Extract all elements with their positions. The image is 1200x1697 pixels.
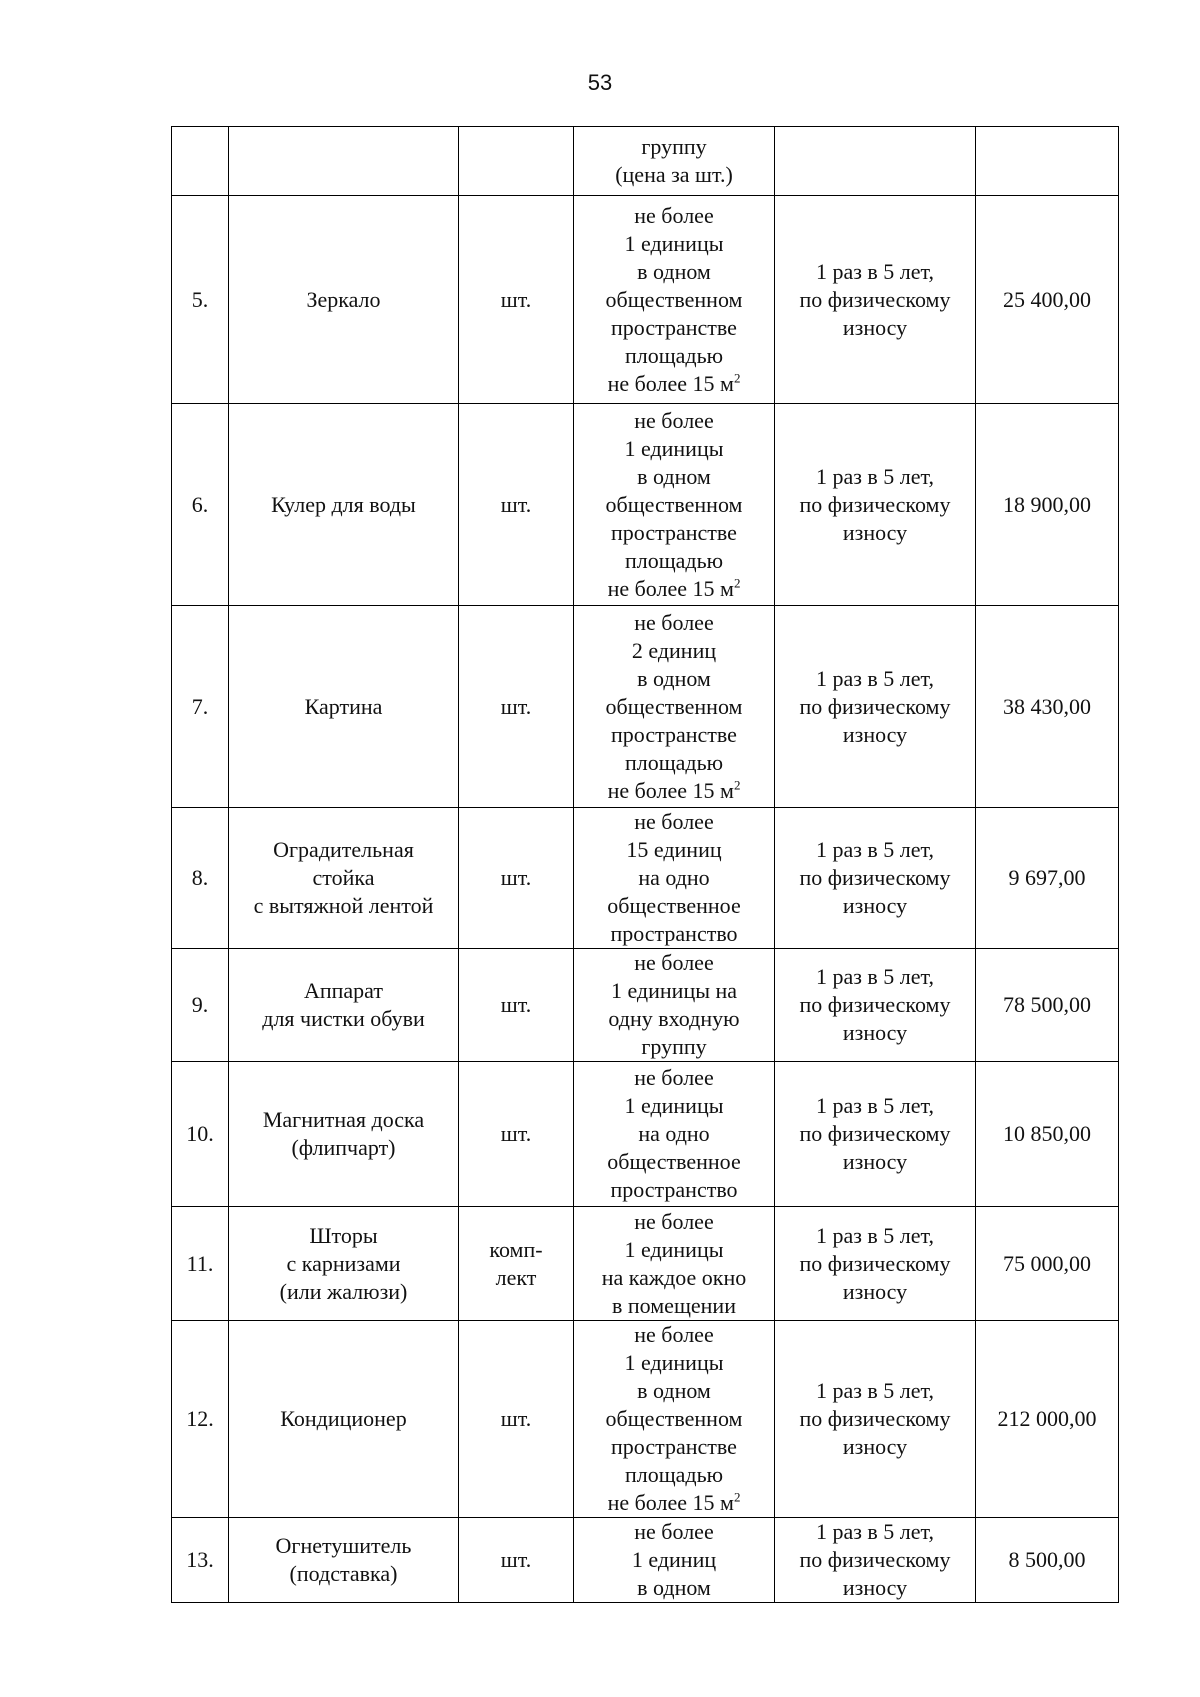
cell-num: 11. [172,1207,229,1321]
cell-price [976,127,1119,196]
cell-name: Аппарат для чистки обуви [229,949,459,1062]
cell-num: 5. [172,196,229,404]
cell-name: Огнетушитель (подставка) [229,1518,459,1603]
cell-unit: шт. [459,1321,574,1518]
cell-unit: шт. [459,196,574,404]
cell-norm [574,1321,775,1518]
cell-name: Оградительная стойка с вытяжной лентой [229,808,459,949]
table-row [172,1062,1119,1207]
cell-norm: группу (цена за шт.) [574,127,775,196]
norm-text: не более 15 единиц на одно общественное пространство [607,809,741,946]
cell-name: Картина [229,606,459,808]
cell-price: 10 850,00 [976,1062,1119,1207]
cell-norm [574,1062,775,1207]
cell-norm [574,808,775,949]
cell-unit: шт. [459,949,574,1062]
cell-num: 7. [172,606,229,808]
cell-price: 18 900,00 [976,404,1119,606]
cell-name: Шторы с карнизами (или жалюзи) [229,1207,459,1321]
cell-name: Зеркало [229,196,459,404]
cell-name: Магнитная доска (флипчарт) [229,1062,459,1207]
cell-price: 8 500,00 [976,1518,1119,1603]
cell-num: 9. [172,949,229,1062]
cell-num: 12. [172,1321,229,1518]
cell-period: 1 раз в 5 лет, по физическому износу [775,404,976,606]
table-row [172,196,1119,404]
cell-unit: шт. [459,1062,574,1207]
table-row [172,1207,1119,1321]
cell-num [172,127,229,196]
table-row [172,1321,1119,1518]
cell-period: 1 раз в 5 лет, по физическому износу [775,1518,976,1603]
cell-num: 6. [172,404,229,606]
cell-name: Кулер для воды [229,404,459,606]
cell-unit: шт. [459,808,574,949]
cell-unit: шт. [459,606,574,808]
norm-text: не более 1 единицы на каждое окно в помещении [601,1208,747,1318]
norm-text: не более 1 единицы на одну входную группу [608,950,740,1059]
cell-period: 1 раз в 5 лет, по физическому износу [775,606,976,808]
cell-price: 78 500,00 [976,949,1119,1062]
norms-table [171,126,1119,1603]
cell-price: 9 697,00 [976,808,1119,949]
table-row-continued [172,127,1119,196]
cell-unit: комп- лект [459,1207,574,1321]
cell-num: 13. [172,1518,229,1603]
cell-num: 8. [172,808,229,949]
cell-period: 1 раз в 5 лет, по физическому износу [775,949,976,1062]
cell-norm [574,196,775,404]
table-row [172,606,1119,808]
cell-unit: шт. [459,1518,574,1603]
norm-superscript: 2 [733,575,741,591]
cell-price: 38 430,00 [976,606,1119,808]
cell-period: 1 раз в 5 лет, по физическому износу [775,808,976,949]
cell-norm [574,606,775,808]
cell-period: 1 раз в 5 лет, по физическому износу [775,1062,976,1207]
cell-price: 212 000,00 [976,1321,1119,1518]
table-row [172,1518,1119,1603]
cell-period: 1 раз в 5 лет, по физическому износу [775,196,976,404]
table-row [172,949,1119,1062]
norm-text: не более 2 единиц в одном общественном пространстве площадью не более 15 м [605,609,743,803]
cell-name [229,127,459,196]
cell-norm [574,1207,775,1321]
norm-text: не более 1 единиц в одном [631,1519,717,1600]
norm-text: не более 1 единицы на одно общественное пространство [607,1065,741,1202]
cell-norm [574,404,775,606]
cell-norm [574,949,775,1062]
cell-period: 1 раз в 5 лет, по физическому износу [775,1207,976,1321]
norm-superscript: 2 [733,1489,741,1505]
cell-unit: шт. [459,404,574,606]
cell-num: 10. [172,1062,229,1207]
norm-superscript: 2 [733,777,741,793]
norm-text: не более 1 единицы в одном общественном пространстве площадью не более 15 м [605,1322,743,1515]
cell-price: 75 000,00 [976,1207,1119,1321]
cell-name: Кондиционер [229,1321,459,1518]
cell-unit [459,127,574,196]
norm-superscript: 2 [733,370,741,386]
norm-text: не более 1 единицы в одном общественном пространстве площадью не более 15 м [605,407,743,601]
table-row [172,808,1119,949]
cell-period: 1 раз в 5 лет, по физическому износу [775,1321,976,1518]
table-row [172,404,1119,606]
norm-text: не более 1 единицы в одном общественном пространстве площадью не более 15 м [605,202,743,396]
cell-price: 25 400,00 [976,196,1119,404]
cell-norm [574,1518,775,1603]
cell-period [775,127,976,196]
page-number: 53 [587,70,613,95]
